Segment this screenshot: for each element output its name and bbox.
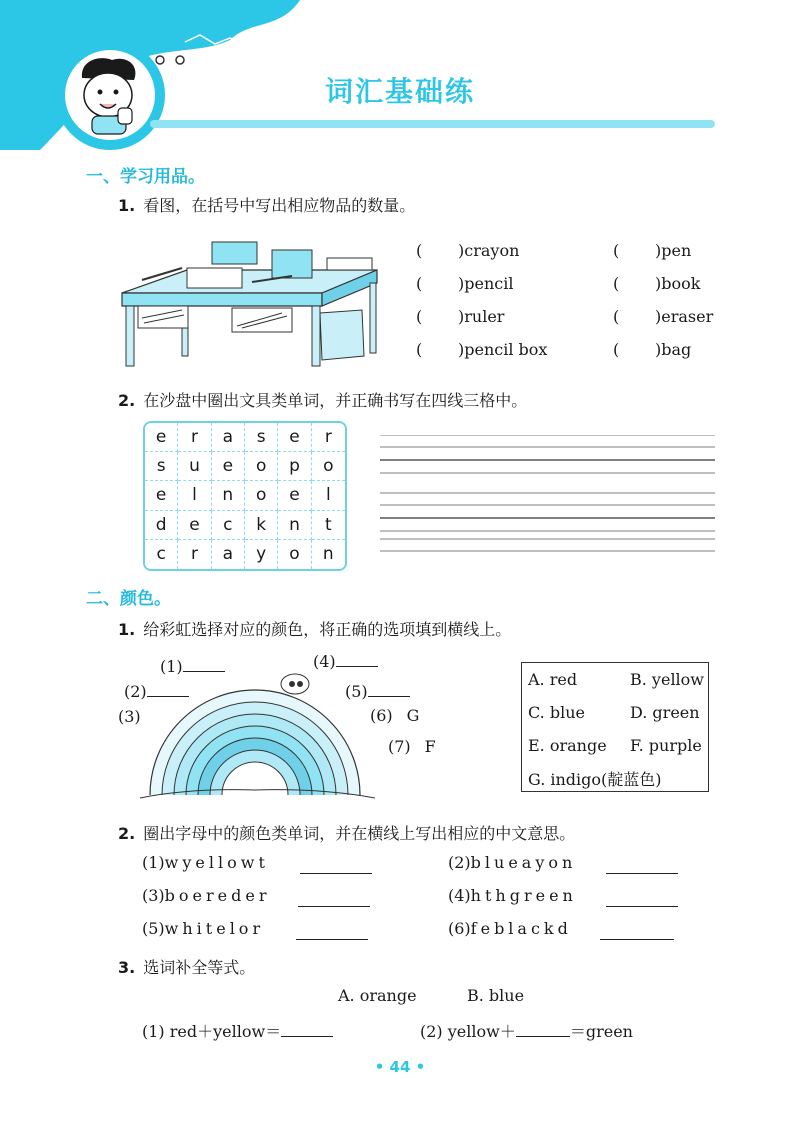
answer-blank[interactable] [298, 890, 370, 907]
answer-blank[interactable] [606, 890, 678, 907]
option: B. yellow [630, 670, 704, 689]
rainbow-label-7: (7) F [388, 737, 436, 756]
answer-blank[interactable] [281, 1020, 333, 1037]
grid-letter[interactable]: r [312, 423, 345, 452]
grid-letter[interactable]: e [145, 481, 178, 510]
grid-letter[interactable]: r [178, 423, 211, 452]
question-number: 2. [118, 391, 136, 410]
grid-letter[interactable]: a [212, 540, 245, 569]
grid-letter[interactable]: o [245, 481, 278, 510]
grid-letter[interactable]: e [212, 452, 245, 481]
rainbow-label-1: (1) [160, 655, 225, 676]
page-number: • 44 • [374, 1058, 426, 1076]
rainbow-label-4: (4) [313, 650, 378, 671]
answer-blank[interactable] [296, 923, 368, 940]
question-2-3 [118, 955, 255, 978]
grid-letter[interactable]: r [178, 540, 211, 569]
question-instruction: 在沙盘中圈出文具类单词，并正确书写在四线三格中。 [143, 391, 528, 410]
letter-puzzle: (6)feblackd [448, 919, 572, 938]
count-item: ( )pen [613, 241, 692, 260]
page-title: 词汇基础练 [324, 75, 475, 108]
answer-blank[interactable] [516, 1020, 570, 1037]
grid-letter[interactable]: s [245, 423, 278, 452]
grid-letter[interactable]: n [322, 544, 334, 565]
choice-a: A. orange [338, 986, 417, 1005]
grid-letter[interactable]: n [278, 511, 311, 540]
grid-letter[interactable]: e [278, 423, 311, 452]
grid-letter[interactable]: o [245, 452, 278, 481]
question-number: 3. [118, 958, 136, 977]
grid-letter[interactable]: o [312, 452, 345, 481]
question-instruction: 看图，在括号中写出相应物品的数量。 [143, 196, 416, 215]
answer-blank[interactable] [600, 923, 674, 940]
option: F. purple [630, 736, 702, 755]
letter-puzzle: (2)blueayon [448, 853, 577, 872]
option: E. orange [528, 736, 607, 755]
question-2-1 [118, 617, 511, 640]
question-2-2 [118, 821, 575, 844]
question-1-1 [118, 193, 415, 216]
rainbow-label-2: (2) [124, 680, 189, 701]
grid-letter[interactable]: s [145, 452, 178, 481]
letter-puzzle: (4)hthgreen [448, 886, 577, 905]
equation-2: (2) yellow＋ ＝green [420, 1022, 633, 1041]
grid-letter[interactable]: e [178, 511, 211, 540]
grid-letter[interactable]: p [278, 452, 311, 481]
grid-letter[interactable]: e [145, 423, 178, 452]
grid-letter[interactable]: n [212, 481, 245, 510]
count-item: ( )pencil [416, 274, 514, 293]
grid-letter[interactable]: d [145, 511, 178, 540]
option: G. indigo(靛蓝色) [528, 770, 662, 789]
question-instruction: 给彩虹选择对应的颜色，将正确的选项填到横线上。 [143, 620, 512, 639]
grid-letter[interactable]: k [245, 511, 278, 540]
answer-blank[interactable] [300, 857, 372, 874]
equation-1: (1) red＋yellow＝ [142, 1019, 333, 1042]
rainbow-label-5: (5) [345, 680, 410, 701]
count-item: ( )bag [613, 340, 692, 359]
letter-puzzle: (5)whitelor [142, 919, 265, 938]
four-line-writing-area[interactable] [380, 435, 715, 555]
grid-letter[interactable]: l [178, 481, 211, 510]
option: C. blue [528, 703, 585, 722]
grid-letter[interactable]: t [312, 511, 345, 540]
question-instruction: 选词补全等式。 [143, 958, 256, 977]
word-search-grid [143, 421, 347, 571]
choice-b: B. blue [467, 986, 525, 1005]
count-item: ( )crayon [416, 241, 520, 260]
letter-puzzle: (1)wyellowt [142, 853, 269, 872]
grid-letter[interactable]: a [212, 423, 245, 452]
question-number: 1. [118, 620, 136, 639]
grid-letter[interactable]: c [145, 540, 178, 569]
grid-letter[interactable]: l [312, 481, 345, 510]
answer-blank[interactable] [606, 857, 678, 874]
color-options-box [521, 662, 709, 792]
option: D. green [630, 703, 700, 722]
count-item: ( )book [613, 274, 701, 293]
rainbow-label-3: (3) [118, 707, 141, 726]
grid-letter[interactable]: y [245, 540, 278, 569]
question-number: 1. [118, 196, 136, 215]
question-number: 2. [118, 824, 136, 843]
grid-letter[interactable]: e [278, 481, 311, 510]
grid-letter[interactable]: u [178, 452, 211, 481]
section-2-heading: 二、颜色。 [86, 589, 171, 609]
grid-letter[interactable]: c [212, 511, 245, 540]
question-instruction: 圈出字母中的颜色类单词，并在横线上写出相应的中文意思。 [143, 824, 576, 843]
grid-letter[interactable]: o [278, 540, 311, 569]
count-item: ( )ruler [416, 307, 505, 326]
count-item: ( )eraser [613, 307, 714, 326]
rainbow-label-6: (6) G [370, 706, 420, 725]
section-1-heading: 一、学习用品。 [86, 167, 205, 187]
desk-illustration [112, 238, 382, 370]
count-item: ( )pencil box [416, 340, 548, 359]
question-1-2 [118, 388, 527, 411]
option: A. red [528, 670, 578, 689]
letter-puzzle: (3)boereder [142, 886, 271, 905]
